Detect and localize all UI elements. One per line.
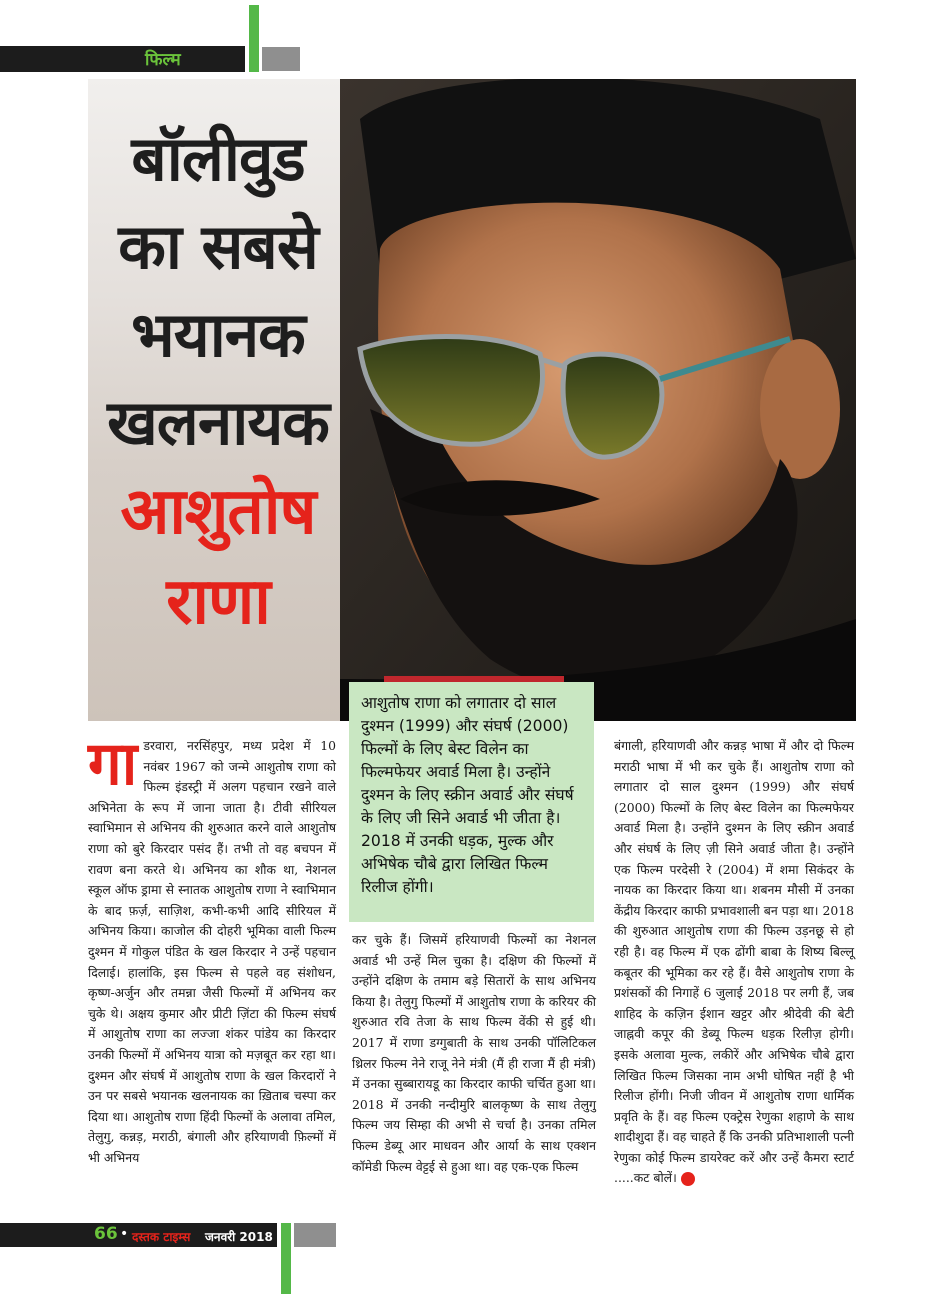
headline-line: बॉलीवुड <box>131 122 305 195</box>
article-column-3 <box>614 736 854 1189</box>
footer-grey-block <box>294 1223 336 1247</box>
actor-portrait-illustration <box>340 79 856 721</box>
section-label: फिल्म <box>145 50 181 70</box>
header-accent-stripe <box>249 5 259 72</box>
header-bar <box>0 46 245 72</box>
headline-name: राणा <box>166 565 270 639</box>
headline-line: का सबसे <box>118 210 318 283</box>
footer-accent-stripe <box>281 1223 291 1294</box>
pull-quote: आशुतोष राणा को लगातार दो साल दुश्मन (1999) और संघर्ष (2000) फिल्मों के लिए बेस्ट विलेन का फिल्मफेयर अवार्ड मिला है। उन्होंने दुश्मन के लिए स्क्रीन अवार्ड और संघर्ष के लिए जी सिने अवार्ड भी जीता है। 2018 में उनकी धड़क, मुल्क और अभिषेक चौबे द्वारा लिखित फिल्म रिलीज होंगी। <box>349 682 594 922</box>
header-grey-block <box>262 47 300 71</box>
drop-cap: गा <box>88 729 138 799</box>
headline-line: खलनायक <box>107 386 329 459</box>
headline <box>88 122 348 660</box>
article-text: बंगाली, हरियाणवी और कन्नड़ भाषा में और दो फिल्म मराठी भाषा में भी कर चुके हैं। आशुतोष राणा को लगातार दो साल दुश्मन (1999) और संघर्ष (2000) फिल्मों के लिए बेस्ट विलेन का फिल्मफेयर अवार्ड मिला है। उन्होंने दुश्मन के लिए स्क्रीन अवार्ड और संघर्ष के लिए ज़ी सिने अवार्ड जीता है। उन्होंने एक फिल्म परदेसी रे (2004) में शमा सिकंदर के नायक का किरदार किया था। शबनम मौसी में उनका केंद्रीय किरदार काफी प्रभावशाली बन पड़ा था। 2018 की शुरुआत आशुतोष राणा की फिल्म उड़नछू से हो रही है। वह फिल्म में एक ढोंगी बाबा के शिष्य बिल्लू कबूतर की भूमिका कर रहे हैं। वैसे आशुतोष राणा के प्रशंसकों की निगाहें 6 जुलाई 2018 पर लगी हैं, जब शाहिद के कज़िन ईशान खट्टर और श्रीदेवी की बेटी जाह्नवी कपूर की डेब्यू फिल्म धड़क रिलीज़ होगी। इसके अलावा मुल्क, लकीरें और अभिषेक चौबे द्वारा लिखित फिल्म जिसका नाम अभी घोषित नहीं है भी रिलीज होंगी। निजी जीवन में आशुतोष राणा धार्मिक प्रवृति के हैं। वह फिल्म एक्ट्रेस रेणुका शहाणे के साथ शादीशुदा हैं। वह चाहते हैं कि उनकी प्रतिभाशाली पत्नी रेणुका कोई फिल्म डायरेक्ट करें और उन्हें कैमरा स्टार्ट .....कट बोलें। <box>614 738 854 1186</box>
article-text: कर चुके हैं। जिसमें हरियाणवी फिल्मों का नेशनल अवार्ड भी उन्हें मिल चुका है। दक्षिण की फिल्मों में उन्होंने दक्षिण के तमाम बड़े सितारों के साथ अभिनय किया है। तेलुगु फिल्मों में आशुतोष राणा के करियर की शुरुआत रवि तेजा के साथ फिल्म वेंकी से हुई थी। 2017 में राणा डग्गुबाती के साथ उनकी पॉलिटिकल थ्रिलर फिल्म नेने राजू नेने मंत्री (मैं ही राजा मैं ही मंत्री) में उनका सुब्बारायडू का किरदार काफी चर्चित हुआ था। 2018 में उनकी नन्दीमुरि बालकृष्ण के साथ तेलुगु फिल्म जय सिम्हा की अभी से चर्चा है। उनका तमिल फिल्म डेब्यू आर माधवन और आर्या के साथ एक्शन कॉमेडी फिल्म वेट्टई से हुआ था। वह एक-एक फिल्म <box>352 932 596 1174</box>
issue-date: जनवरी 2018 <box>205 1230 273 1244</box>
article-column-1 <box>88 729 336 1168</box>
magazine-name: दस्तक टाइम्स <box>132 1230 191 1244</box>
end-mark-icon <box>681 1172 695 1186</box>
page-number: 66 <box>94 1224 118 1244</box>
article-text: डरवारा, नरसिंहपुर, मध्य प्रदेश में 10 नवंबर 1967 को जन्मे आशुतोष राणा को फिल्म इंडस्ट्री में अलग पहचान रखने वाले अभिनेता के रूप में जाना जाता है। टीवी सीरियल स्वाभिमान से अभिनय की शुरुआत करने वाले आशुतोष राणा को बुरे किरदार पसंद हैं। तभी तो वह बचपन में रावण बना करते थे। अभिनय का शौक था, नेशनल स्कूल ऑफ ड्रामा से स्नातक आशुतोष राणा ने स्वाभिमान के बाद फ़र्ज़, साज़िश, कभी-कभी आदि सीरियल में अभिनय किया। काजोल की दोहरी भूमिका वाली फिल्म दुश्मन में गोकुल पंडित के खल किरदार ने उन्हें पहचान दिलाई। हालांकि, इस फिल्म से पहले वह संशोधन, कृष्ण-अर्जुन और तमन्ना जैसी फिल्मों में अभिनय कर चुके थे। अक्षय कुमार और प्रीटी ज़िंटा की फिल्म संघर्ष में आशुतोष राणा का लज्जा शंकर पांडेय का किरदार उनकी फिल्मों में अभिनय यात्रा को मज़बूत कर रहा था। दुश्मन और संघर्ष में आशुतोष राणा के खल किरदारों ने उन पर सबसे भयानक खलनायक का ख़िताब चस्पा कर दिया था। आशुतोष राणा हिंदी फिल्मों के अलावा तमिल, तेलुगु, कन्नड़, मराठी, बंगाली और हरियाणवी फ़िल्मों में भी अभिनय <box>88 738 336 1165</box>
footer-separator: • <box>120 1226 129 1242</box>
headline-name: आशुतोष <box>120 475 316 549</box>
article-column-2 <box>352 930 596 1177</box>
headline-line: भयानक <box>131 298 305 371</box>
